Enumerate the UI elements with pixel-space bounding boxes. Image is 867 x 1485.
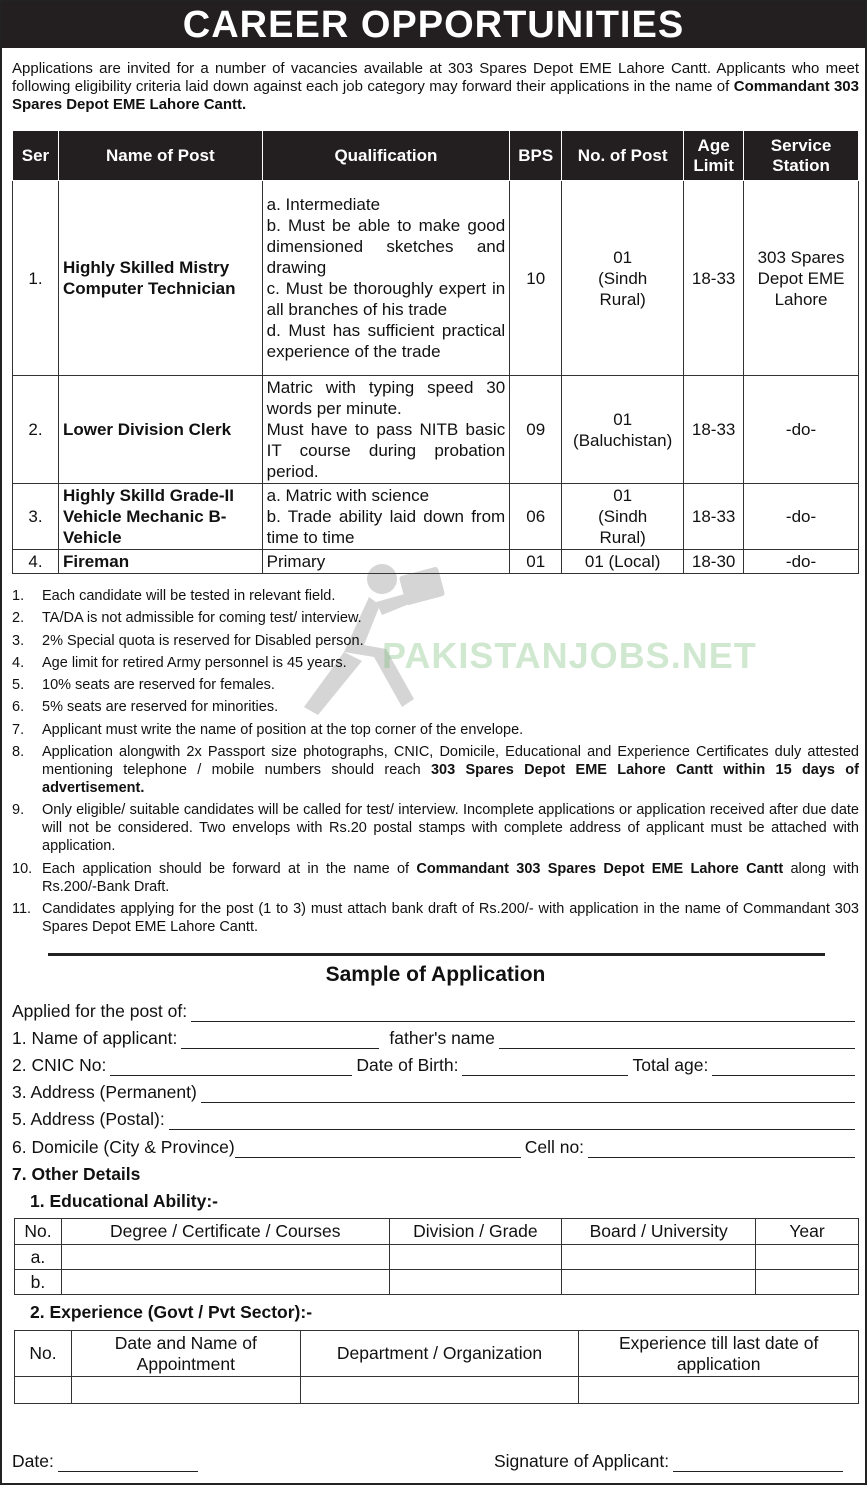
other-details-heading: 7. Other Details: [12, 1164, 141, 1184]
note-bold-part: 303 Spares Depot EME Lahore Cantt within 15 days of advertisement.: [42, 762, 859, 797]
note-after-part: along with Rs.200/-Bank Draft.: [42, 860, 859, 895]
job-age-cell: 18-33: [684, 181, 744, 376]
list-item: [12, 721, 859, 739]
notes-list: [12, 587, 859, 940]
col-age: Age Limit: [684, 131, 744, 181]
experience-header-row: [15, 1331, 859, 1377]
note-text-part: Applicant must write the name of position at the top corner of the envelope.: [42, 721, 524, 738]
note-text: [42, 860, 859, 896]
jobs-table: [12, 130, 859, 574]
exp-col-appointment: Date and Name of Appointment: [71, 1331, 300, 1377]
note-number: 9.: [12, 802, 25, 819]
job-bps-cell: 01: [510, 550, 562, 574]
edu-cell[interactable]: [756, 1245, 859, 1270]
table-row: [13, 376, 859, 484]
note-text: [42, 676, 859, 694]
job-qual-cell: a. Intermediate b. Must be able to make good dimensioned sketches and drawing c. Must be thoroughly expert in all branches of his trade d. Must has sufficient practical experience of the trade: [262, 181, 510, 376]
note-number: 7.: [12, 721, 25, 738]
domicile-line[interactable]: [235, 1144, 521, 1158]
note-text-part: Each application should be forward at in the name of: [42, 860, 417, 877]
intro-paragraph: [12, 60, 859, 114]
list-item: [12, 743, 859, 797]
list-item: [12, 900, 859, 936]
exp-cell[interactable]: [579, 1377, 859, 1404]
job-qual-cell: Matric with typing speed 30 words per minute. Must have to pass NITB basic IT course during probation period.: [262, 376, 510, 484]
job-ser-cell: 2.: [13, 376, 59, 484]
note-number: 8.: [12, 744, 25, 761]
note-text: [42, 609, 859, 627]
job-bps-cell: 09: [510, 376, 562, 484]
table-row: [13, 181, 859, 376]
list-item: [12, 860, 859, 896]
domicile-label: 6. Domicile (City & Province): [12, 1137, 235, 1157]
list-item: [12, 609, 859, 627]
job-age-cell: 18-30: [684, 550, 744, 574]
edu-cell[interactable]: [562, 1270, 756, 1295]
experience-heading: 2. Experience (Govt / Pvt Sector):-: [30, 1302, 313, 1322]
name-line[interactable]: [181, 1035, 379, 1049]
list-item: [12, 632, 859, 650]
note-text-part: Only eligible/ suitable candidates will be called for test/ interview. Incomplete applications or application received after due date will not be considered. Two envelops with Rs.20 postal stamps with complete address of applicant must be attached with application.: [42, 802, 859, 855]
note-number: 4.: [12, 654, 25, 671]
col-station: Service Station: [744, 131, 859, 181]
address-postal-line[interactable]: [169, 1116, 855, 1130]
job-age-cell: 18-33: [684, 376, 744, 484]
edu-row-label: a.: [15, 1245, 62, 1270]
note-text-part: Application alongwith 2x Passport size photographs, CNIC, Domicile, Educational and Experience Certificates duly attested mentioning telephone / mobile numbers should reach: [42, 744, 859, 779]
note-text-part: TA/DA is not admissible for coming test/ interview.: [42, 610, 362, 627]
note-text: [42, 632, 859, 650]
table-row: [15, 1377, 859, 1404]
date-row: [12, 1451, 202, 1472]
edu-cell[interactable]: [389, 1245, 562, 1270]
note-number: 2.: [12, 610, 25, 627]
job-station-cell: 303 Spares Depot EME Lahore: [744, 181, 859, 376]
dob-line[interactable]: [462, 1062, 628, 1076]
education-header-row: [15, 1219, 859, 1245]
edu-col-no: No.: [15, 1219, 62, 1245]
jobs-header-row: [13, 131, 859, 181]
edu-cell[interactable]: [61, 1270, 389, 1295]
job-post-cell: Fireman: [58, 550, 262, 574]
total-age-line[interactable]: [712, 1062, 855, 1076]
list-item: [12, 698, 859, 716]
job-post-cell: Lower Division Clerk: [58, 376, 262, 484]
signature-label: Signature of Applicant:: [494, 1451, 670, 1471]
note-text: [42, 801, 859, 855]
note-bold-part: Commandant 303 Spares Depot EME Lahore Cantt: [416, 860, 784, 877]
col-bps: BPS: [510, 131, 562, 181]
name-label: 1. Name of applicant:: [12, 1028, 178, 1048]
applied-post-row: [12, 1000, 859, 1022]
note-text: [42, 587, 859, 605]
note-number: 10.: [12, 860, 33, 877]
exp-col-department: Department / Organization: [300, 1331, 579, 1377]
job-ser-cell: 4.: [13, 550, 59, 574]
job-post-cell: Highly Skilled Mistry Computer Technician: [58, 181, 262, 376]
cnic-label: 2. CNIC No:: [12, 1055, 107, 1075]
exp-col-experience: Experience till last date of application: [579, 1331, 859, 1377]
dob-label: Date of Birth:: [356, 1055, 459, 1075]
col-qualification: Qualification: [262, 131, 510, 181]
note-text-part: Candidates applying for the post (1 to 3) must attach bank draft of Rs.200/- with application in the name of Commandant 303 Spares Depot EME Lahore Cantt.: [42, 900, 859, 935]
total-age-label: Total age:: [632, 1055, 709, 1075]
edu-cell[interactable]: [389, 1270, 562, 1295]
site-watermark: PAKISTANJOBS.NET: [382, 635, 757, 676]
education-table: [14, 1218, 859, 1295]
table-row: [15, 1245, 859, 1270]
job-count-cell: 01 (Baluchistan): [562, 376, 684, 484]
col-ser: Ser: [13, 131, 59, 181]
col-post: Name of Post: [58, 131, 262, 181]
edu-col-board: Board / University: [562, 1219, 756, 1245]
date-label: Date:: [12, 1451, 54, 1471]
address-perm-row: [12, 1081, 859, 1103]
note-number: 5.: [12, 677, 25, 694]
edu-col-division: Division / Grade: [389, 1219, 562, 1245]
exp-cell[interactable]: [15, 1377, 72, 1404]
note-text: [42, 743, 859, 797]
job-ser-cell: 1.: [13, 181, 59, 376]
note-text-part: 2% Special quota is reserved for Disabled person.: [42, 632, 364, 649]
job-count-cell: 01 (Local): [562, 550, 684, 574]
job-count-cell: 01 (Sindh Rural): [562, 484, 684, 550]
date-line[interactable]: [58, 1458, 198, 1472]
note-number: 3.: [12, 632, 25, 649]
domicile-row: [12, 1136, 859, 1158]
address-postal-label: 5. Address (Postal):: [12, 1109, 165, 1129]
applied-post-label: Applied for the post of:: [12, 1001, 188, 1021]
exp-cell[interactable]: [300, 1377, 579, 1404]
education-heading: 1. Educational Ability:-: [30, 1191, 218, 1211]
father-line[interactable]: [499, 1035, 855, 1049]
edu-col-year: Year: [756, 1219, 859, 1245]
applied-post-line[interactable]: [191, 1008, 855, 1022]
job-station-cell: -do-: [744, 484, 859, 550]
job-qual-cell: a. Matric with science b. Trade ability laid down from time to time: [262, 484, 510, 550]
note-text: [42, 698, 859, 716]
job-count-cell: 01 (Sindh Rural): [562, 181, 684, 376]
edu-col-degree: Degree / Certificate / Courses: [61, 1219, 389, 1245]
table-row: [13, 484, 859, 550]
note-text-part: 5% seats are reserved for minorities.: [42, 699, 279, 716]
note-number: 6.: [12, 699, 25, 716]
cell-label: Cell no:: [524, 1137, 585, 1157]
exp-col-no: No.: [15, 1331, 72, 1377]
job-bps-cell: 06: [510, 484, 562, 550]
note-number: 1.: [12, 588, 25, 604]
cnic-line[interactable]: [110, 1062, 352, 1076]
list-item: [12, 801, 859, 855]
cell-line[interactable]: [588, 1144, 855, 1158]
intro-text: Applications are invited for a number of vacancies available at 303 Spares Depot EME Lahore Cantt. Applicants who meet following eligibility criteria laid down against each job category may forward their applications in the name of: [12, 60, 859, 95]
edu-cell[interactable]: [61, 1245, 389, 1270]
edu-row-label: b.: [15, 1270, 62, 1295]
note-text: [42, 721, 859, 739]
exp-cell[interactable]: [71, 1377, 300, 1404]
section-divider: [48, 953, 825, 956]
note-text: [42, 900, 859, 936]
father-label: father's name: [389, 1028, 495, 1048]
address-postal-row: [12, 1108, 859, 1130]
note-number: 11.: [12, 900, 32, 917]
col-posts: No. of Post: [562, 131, 684, 181]
job-qual-cell: Primary: [262, 550, 510, 574]
edu-cell[interactable]: [756, 1270, 859, 1295]
page-title: CAREER OPPORTUNITIES: [2, 2, 865, 48]
cnic-row: [12, 1054, 859, 1076]
table-row: [15, 1270, 859, 1295]
edu-cell[interactable]: [562, 1245, 756, 1270]
job-age-cell: 18-33: [684, 484, 744, 550]
intro-bold: Commandant 303 Spares Depot EME Lahore Cantt.: [12, 78, 859, 113]
sample-title: Sample of Application: [325, 963, 546, 986]
list-item: [12, 587, 859, 605]
list-item: [12, 654, 859, 672]
name-row: [12, 1027, 859, 1049]
list-item: [12, 676, 859, 694]
signature-row: [494, 1451, 847, 1472]
job-ser-cell: 3.: [13, 484, 59, 550]
job-station-cell: -do-: [744, 550, 859, 574]
job-station-cell: -do-: [744, 376, 859, 484]
signature-line[interactable]: [673, 1458, 843, 1472]
address-perm-label: 3. Address (Permanent): [12, 1082, 197, 1102]
address-perm-line[interactable]: [201, 1089, 855, 1103]
experience-table: [14, 1330, 859, 1404]
note-text-part: 10% seats are reserved for females.: [42, 677, 275, 694]
note-text: [42, 654, 859, 672]
job-post-cell: Highly Skilld Grade-II Vehicle Mechanic B-Vehicle: [58, 484, 262, 550]
note-text-part: Each candidate will be tested in relevant field.: [42, 588, 336, 604]
note-text-part: Age limit for retired Army personnel is 45 years.: [42, 654, 347, 671]
job-bps-cell: 10: [510, 181, 562, 376]
